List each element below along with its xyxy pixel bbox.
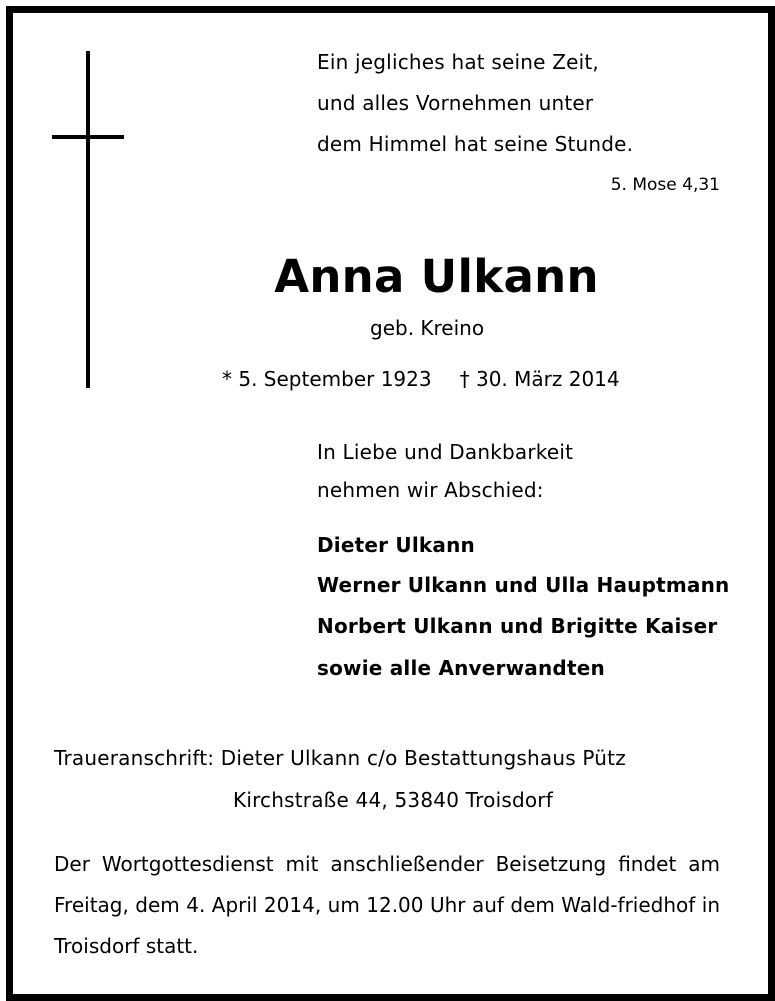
verse-line-1: Ein jegliches hat seine Zeit, bbox=[317, 50, 599, 74]
death-date: † 30. März 2014 bbox=[459, 367, 620, 391]
verse-line-3: dem Himmel hat seine Stunde. bbox=[317, 132, 634, 156]
address-line-1: Traueranschrift: Dieter Ulkann c/o Bestattungshaus Pütz bbox=[54, 746, 626, 770]
cross-icon-bar bbox=[52, 135, 124, 139]
address-line-2: Kirchstraße 44, 53840 Troisdorf bbox=[233, 788, 553, 812]
cross-icon bbox=[86, 51, 90, 388]
mourner-3: Norbert Ulkann und Brigitte Kaiser bbox=[317, 614, 718, 638]
birth-date: * 5. September 1923 bbox=[222, 367, 432, 391]
life-dates bbox=[222, 367, 620, 391]
service-text: Der Wortgottesdienst mit anschließender Beisetzung findet am Freitag, dem 4. April 2014, um 12.00 Uhr auf dem Wald-friedhof in Troisdorf statt. bbox=[54, 852, 720, 958]
farewell-line-1: In Liebe und Dankbarkeit bbox=[317, 440, 574, 464]
verse-reference: 5. Mose 4,31 bbox=[610, 175, 720, 195]
mourner-4: sowie alle Anverwandten bbox=[317, 656, 605, 680]
mourner-2: Werner Ulkann und Ulla Hauptmann bbox=[317, 573, 730, 597]
deceased-name: Anna Ulkann bbox=[274, 250, 599, 303]
birth-name: geb. Kreino bbox=[370, 316, 485, 340]
mourner-1: Dieter Ulkann bbox=[317, 533, 475, 557]
farewell-line-2: nehmen wir Abschied: bbox=[317, 478, 544, 502]
verse-line-2: und alles Vornehmen unter bbox=[317, 91, 594, 115]
